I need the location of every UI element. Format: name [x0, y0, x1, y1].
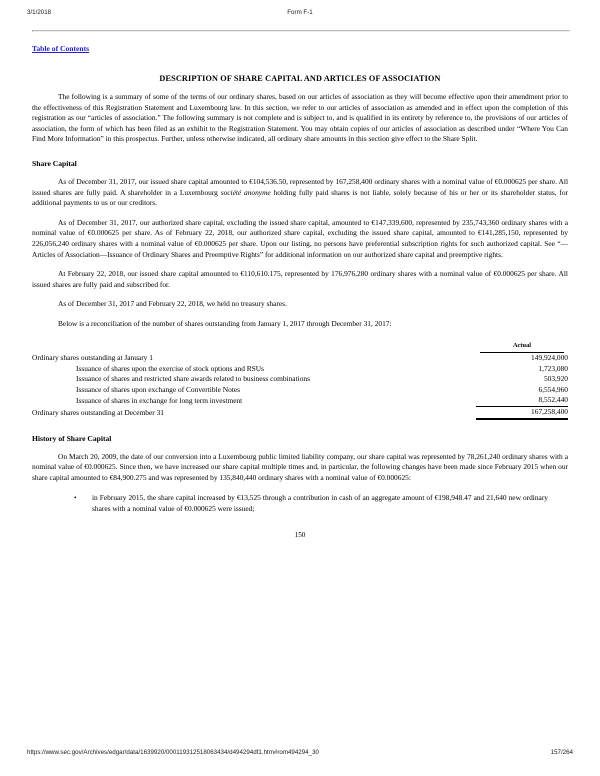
print-header-title: Form F-1 — [287, 9, 313, 16]
table-row-label: Issuance of shares and restricted share awards related to business combinations — [76, 374, 310, 384]
table-header-actual-label: Actual — [480, 341, 564, 354]
table-row-value: 1,723,080 — [538, 363, 568, 373]
header-divider — [32, 30, 570, 32]
table-row — [32, 364, 568, 375]
share-capital-paragraph-5: Below is a reconciliation of the number of shares outstanding from January 1, 2017 through December 31, 2017: — [58, 318, 392, 328]
reconciliation-table-wrapper — [32, 341, 568, 420]
table-header-actual — [476, 341, 568, 354]
print-header-date: 3/1/2018 — [27, 9, 52, 16]
list-item — [74, 493, 548, 514]
section-heading-share-capital: Share Capital — [32, 158, 77, 168]
reconciliation-table — [32, 341, 568, 420]
table-row-value: 167,258,400 — [476, 407, 568, 419]
section-heading-history-of-share-capital: History of Share Capital — [32, 433, 112, 443]
table-row-label: Issuance of shares upon exchange of Convertible Notes — [76, 384, 240, 394]
table-header-row — [32, 341, 568, 354]
share-capital-paragraph-4: As of December 31, 2017 and February 22, 2018, we held no treasury shares. — [58, 299, 287, 309]
history-bullet-list — [32, 493, 568, 514]
print-header — [0, 9, 600, 23]
page-title: DESCRIPTION OF SHARE CAPITAL AND ARTICLES OF ASSOCIATION — [159, 74, 441, 83]
table-row — [32, 353, 568, 364]
table-header-spacer — [32, 341, 476, 354]
document-page-number: 150 — [294, 530, 306, 539]
document-sheet — [32, 30, 568, 539]
reconciliation-table-body — [32, 341, 568, 419]
table-row — [32, 407, 568, 419]
table-row-value: 8,552,440 — [476, 395, 568, 406]
table-row — [32, 374, 568, 385]
share-capital-paragraph-1-part-b: holding fully paid shares is not liable, solely because of his or her or its shareholder status, for additional payments to us or our creditors. — [32, 187, 569, 208]
table-row-value: 149,924,000 — [531, 353, 568, 363]
print-footer-page-counter: 157/264 — [550, 749, 573, 756]
bullet-marker-icon: • — [74, 494, 77, 503]
table-row-label: Ordinary shares outstanding at December 31 — [32, 408, 164, 418]
history-paragraph-1: On March 20, 2009, the date of our conversion into a Luxembourg public limited liability company, our share capital was represented by 78,261,240 ordinary shares with a nominal value of €0.000625. Since then, we have increased our share capital multiple times and, in particular, the following changes have been made since February 2015 when our share capital amounted to €84,900.275 and was represented by 135,840,440 ordinary shares with a nominal value of €0.000625: — [32, 451, 568, 482]
table-row-value: 503,920 — [543, 374, 568, 384]
share-capital-paragraph-1 — [32, 177, 568, 209]
table-row-label: Issuance of shares upon the exercise of stock options and RSUs — [76, 363, 265, 373]
share-capital-paragraph-3: At February 22, 2018, our issued share capital amounted to €110,610.175, represented by 176,976,280 ordinary shares with a nominal value of €0.000625 per share. All issued shares are fully paid and subscribed for. — [32, 269, 568, 289]
print-footer — [0, 749, 600, 763]
table-row-label: Issuance of shares in exchange for long term investment — [76, 395, 243, 405]
table-row — [32, 385, 568, 396]
share-capital-paragraph-2: As of December 31, 2017, our authorized share capital, excluding the issued share capital, amounted to €147,339,600, represented by 235,743,360 ordinary shares with a nominal value of €0.000625 per share. As of February 22, 2018, our authorized share capital, excluding the issued share capital, amounted to €141,285,150, represented by 226,056,240 ordinary shares with a nominal value of €0.000625 per share. Upon our listing, no persons have preferential subscription rights for such authorized capital. See “—Articles of Association—Issuance of Ordinary Shares and Preemptive Rights” for additional information on our authorized share capital and preemptive rights. — [32, 217, 568, 259]
table-row-label: Ordinary shares outstanding at January 1 — [32, 353, 153, 363]
print-footer-url: https://www.sec.gov/Archives/edgar/data/1639920/000119312518063434/d494294df1.htm#rom494294_30 — [27, 749, 319, 756]
table-of-contents-link[interactable]: Table of Contents — [32, 44, 90, 53]
societe-anonyme-italic: société anonyme — [220, 187, 271, 197]
table-row-value: 6,554,960 — [538, 384, 568, 394]
share-capital-paragraph-1-part-a: As of December 31, 2017, our issued share capital amounted to €104,536.50, represented by 167,258,400 ordinary shares with a nominal value of €0.000625 per share. All issued shares are fully paid. A shareholder in a Luxembourg — [32, 176, 568, 197]
table-row — [32, 395, 568, 406]
intro-paragraph: The following is a summary of some of the terms of our ordinary shares, based on our articles of association as they will become effective upon their amendment prior to the effectiveness of this Registration Statement and Luxembourg law. In this section, we refer to our articles of association as amended and in effect upon the completion of this registration as our “articles of association.” The following summary is not complete and is subject to, and is qualified in its entirety by reference to, the provisions of our articles of association, the form of which has been filed as an exhibit to the Registration Statement. You may obtain copies of our articles of association as described under “Where You Can Find More Information” in this prospectus. Further, unless otherwise indicated, all ordinary share amounts in this section give effect to the Share Split. — [32, 92, 568, 144]
list-item-text: in February 2015, the share capital increased by €13,525 through a contribution in cash of an aggregate amount of €198,948.47 and 21,640 new ordinary shares with a nominal value of €0.000625 were issued; — [92, 493, 548, 514]
